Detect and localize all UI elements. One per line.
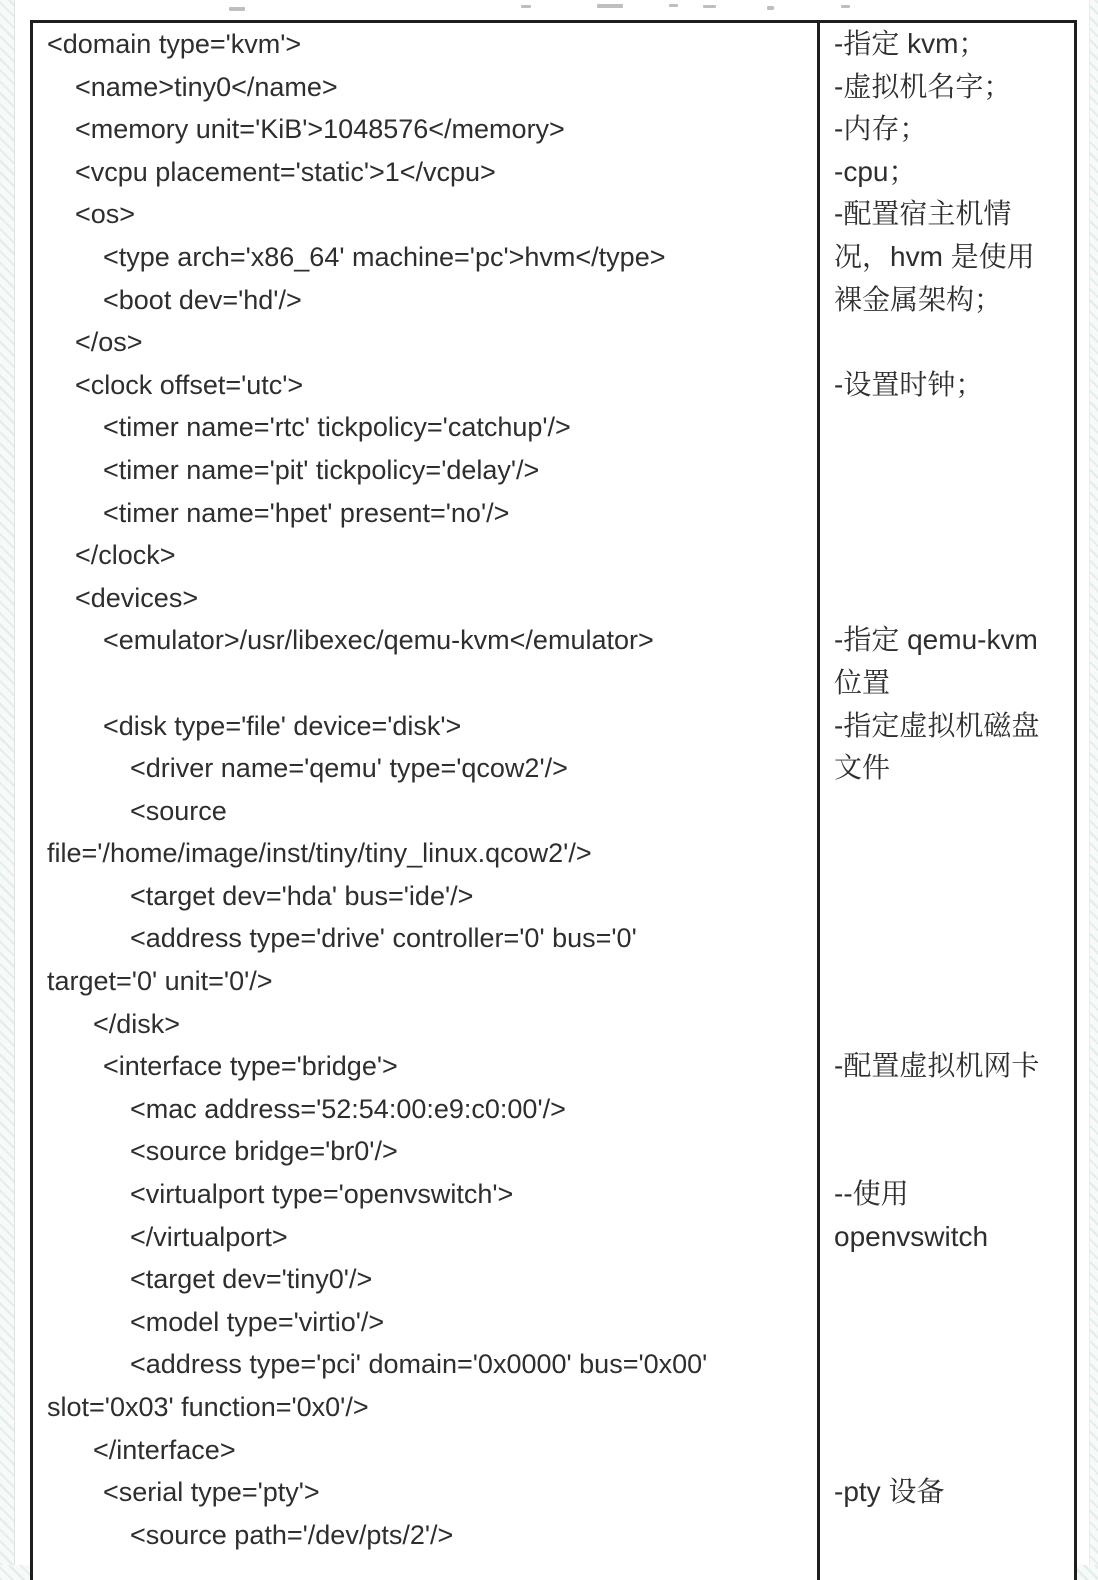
- annotation-line: [820, 577, 1074, 620]
- xml-code-line: slot='0x03' function='0x0'/>: [47, 1392, 369, 1422]
- annotation-line: [820, 1429, 1074, 1472]
- cropped-text-artifact: [597, 4, 623, 8]
- xml-code-line: <devices>: [75, 582, 199, 613]
- xml-code-line: <timer name='rtc' tickpolicy='catchup'/>: [103, 412, 571, 443]
- annotation-line: [820, 917, 1074, 960]
- annotation-line: -设置时钟；: [834, 368, 984, 400]
- xml-code-line: <address type='drive' controller='0' bus='0': [130, 923, 637, 954]
- annotation-line: [820, 1258, 1074, 1301]
- annotation-line: -内存；: [834, 113, 928, 145]
- annotation-line: -pty 设备: [834, 1476, 945, 1508]
- xml-code-line: <serial type='pty'>: [103, 1477, 320, 1508]
- annotation-line: [820, 1088, 1074, 1131]
- annotation-line: 况，hvm 是使用: [834, 240, 1035, 272]
- xml-code-line: <model type='virtio'/>: [130, 1306, 385, 1337]
- annotation-line: [820, 1343, 1074, 1386]
- xml-code-line: [33, 662, 817, 705]
- xml-code-line: <target dev='tiny0'/>: [130, 1264, 373, 1295]
- xml-code-line: <timer name='hpet' present='no'/>: [103, 497, 510, 528]
- xml-code-line: <name>tiny0</name>: [75, 71, 338, 102]
- cropped-text-artifact: [669, 4, 678, 7]
- annotation-line: [820, 492, 1074, 535]
- xml-code-line: <vcpu placement='static'>1</vcpu>: [75, 156, 496, 187]
- annotation-line: -虚拟机名字；: [834, 70, 1012, 102]
- cropped-text-artifact: [703, 5, 716, 8]
- annotation-line: -配置宿主机情: [834, 198, 1012, 230]
- xml-code-line: <os>: [75, 199, 136, 230]
- annotation-line: 裸金属架构；: [834, 283, 1003, 315]
- annotation-line: -指定 qemu-kvm: [834, 624, 1038, 656]
- annotation-line: 位置: [834, 666, 891, 698]
- annotation-line: --使用: [834, 1178, 909, 1210]
- annotation-line: [820, 1514, 1074, 1557]
- xml-code-line: <mac address='52:54:00:e9:c0:00'/>: [130, 1093, 566, 1124]
- xml-code-line: </disk>: [93, 1008, 181, 1039]
- annotation-line: [820, 449, 1074, 492]
- xml-code-line: file='/home/image/inst/tiny/tiny_linux.qcow2'/>: [47, 838, 592, 869]
- annotation-line: [820, 1003, 1074, 1046]
- annotation-column: [820, 23, 1074, 1580]
- annotation-line: -指定 kvm；: [834, 28, 987, 59]
- xml-code-line: </clock>: [75, 540, 176, 571]
- cropped-text-artifact: [841, 5, 850, 8]
- annotation-line: [820, 1130, 1074, 1173]
- annotation-line: openvswitch: [834, 1220, 989, 1252]
- xml-code-line: </os>: [75, 327, 143, 358]
- xml-code-line: <source path='/dev/pts/2'/>: [130, 1519, 454, 1550]
- annotation-line: [820, 1386, 1074, 1429]
- xml-code-line: <driver name='qemu' type='qcow2'/>: [130, 753, 568, 784]
- xml-code-line: <source: [130, 795, 227, 826]
- cropped-text-artifact: [767, 6, 774, 10]
- xml-code-line: </virtualport>: [130, 1221, 288, 1252]
- xml-code-line: <disk type='file' device='disk'>: [103, 710, 462, 741]
- annotation-line: [820, 406, 1074, 449]
- annotation-line: [820, 534, 1074, 577]
- annotation-line: [820, 875, 1074, 918]
- xml-code-line: </interface>: [93, 1434, 236, 1465]
- xml-code-line: <memory unit='KiB'>1048576</memory>: [75, 114, 565, 145]
- xml-code-line: <domain type='kvm'>: [47, 29, 302, 59]
- xml-code-line: <target dev='hda' bus='ide'/>: [130, 880, 474, 911]
- annotation-line: [820, 960, 1074, 1003]
- xml-code-line: target='0' unit='0'/>: [47, 966, 273, 997]
- xml-code-line: <address type='pci' domain='0x0000' bus='0x00': [130, 1349, 708, 1380]
- xml-code-line: <boot dev='hd'/>: [103, 284, 302, 315]
- xml-code-column: [33, 23, 820, 1580]
- annotation-line: 文件: [834, 752, 891, 784]
- xml-code-line: <timer name='pit' tickpolicy='delay'/>: [103, 454, 540, 485]
- annotation-line: -指定虚拟机磁盘: [834, 709, 1040, 741]
- annotation-line: [820, 1301, 1074, 1344]
- xml-code-line: <virtualport type='openvswitch'>: [130, 1179, 514, 1210]
- annotation-line: [820, 321, 1074, 364]
- xml-code-line: <source bridge='br0'/>: [130, 1136, 398, 1167]
- xml-code-line: <type arch='x86_64' machine='pc'>hvm</type>: [103, 241, 666, 272]
- xml-annotation-table: [30, 20, 1077, 1580]
- cropped-text-artifact: [521, 5, 531, 8]
- xml-code-line: <interface type='bridge'>: [103, 1051, 398, 1082]
- annotation-line: [820, 790, 1074, 833]
- cropped-text-artifact: [229, 7, 245, 11]
- xml-code-line: <emulator>/usr/libexec/qemu-kvm</emulator>: [103, 625, 654, 656]
- xml-code-line: <clock offset='utc'>: [75, 369, 304, 400]
- annotation-line: -配置虚拟机网卡: [834, 1050, 1040, 1082]
- annotation-line: -cpu；: [834, 155, 917, 187]
- annotation-line: [820, 832, 1074, 875]
